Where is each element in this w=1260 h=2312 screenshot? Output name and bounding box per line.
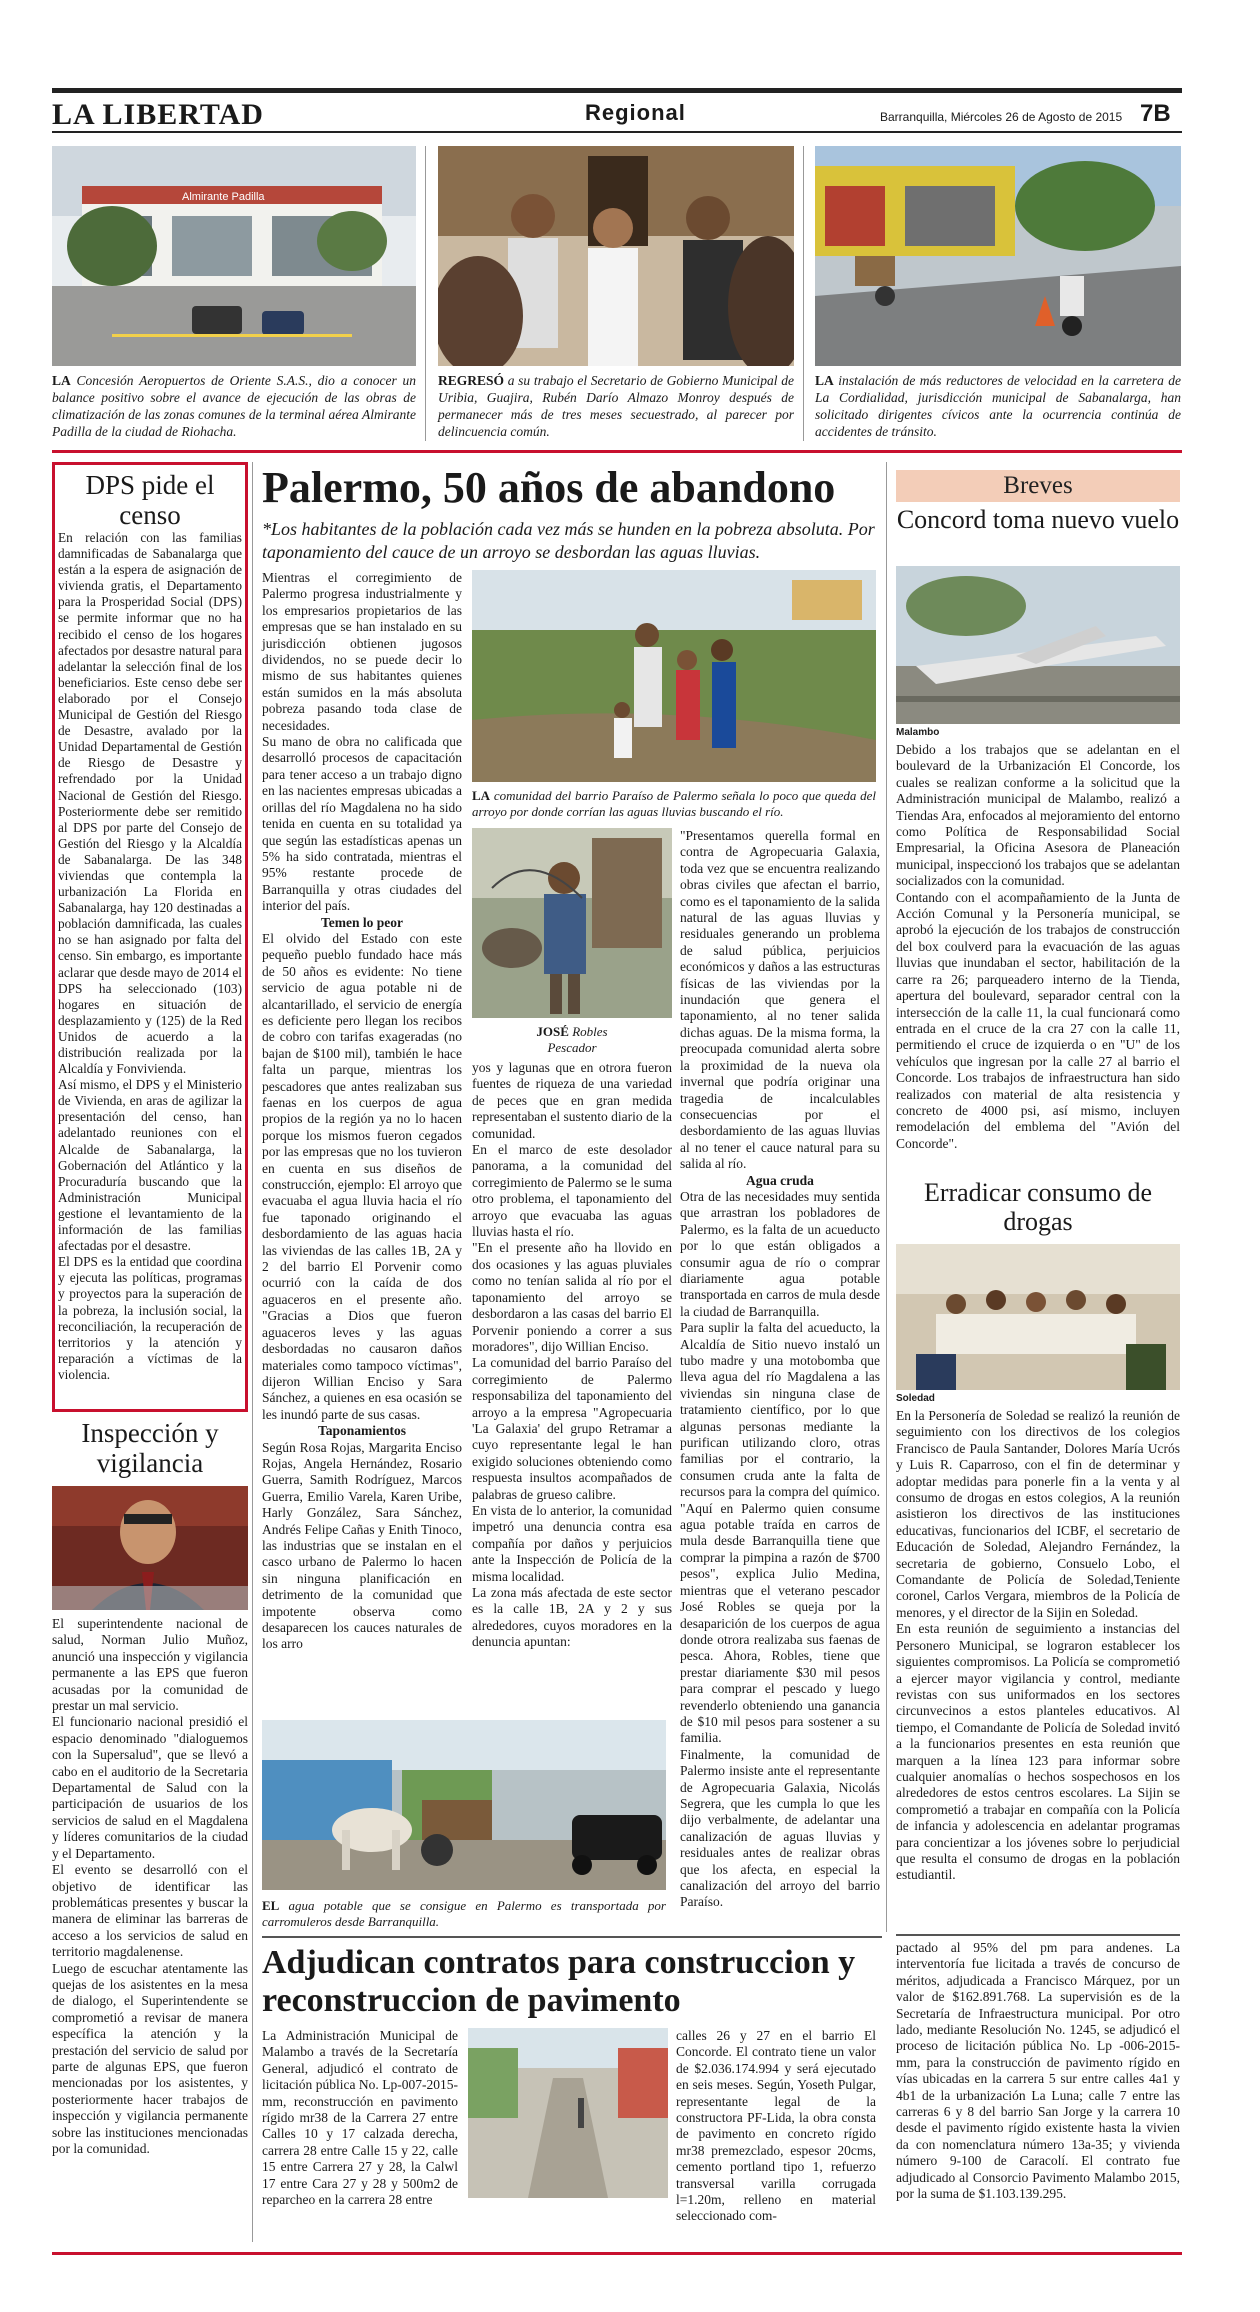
concord-title: Concord toma nuevo vuelo — [896, 505, 1180, 534]
carromuleros-caption — [262, 1898, 666, 1930]
adjudican-rule — [262, 1936, 882, 1938]
concord-paragraph: Debido a los trabajos que se adelantan en el boulevard de la Urbanización El Concorde, los cuales se realizan conforme a la solicitud que la Administración municipal de Malambo, realizó a Tiendas Ara, enfocados al mejoramiento del entorno como Política de Responsabilidad Social Empresarial, la Oficina Asesora de Planeación municipal, inspeccionó los trabajos que se adelantan socializados con la comunidad. — [896, 742, 1180, 889]
caption-lead: LA — [815, 373, 834, 388]
palermo-paragraph: "Presentamos querella formal en contra de Agropecuaria Galaxia, toda vez que se encuentra realizando obras civiles que afectan el barrio, como es el taponamiento de la salida natural de las aguas lluvias y residuales generando un problema de salud pública, perjuicios económicos y daños a las estructuras físicas de las viviendas por la inundación que genera el taponamiento, al no tener salida dichas aguas. De la misma forma, la preocupada comunidad alerta sobre la proximidad de la nueva ola invernal que podría originar una tragedia de incalculables consecuencias por el desbordamiento de las aguas lluvias al no tener el cauce natural para su salida al río. — [680, 828, 880, 1172]
adjudican-col1: La Administración Municipal de Malambo a través de la Secretaría General, adjudicó el contrato de licitación pública No. Lp-007-2015-mm, reconstrucción en pavimento rígido mr38 de la Carrera 27 entre Calles 10 y 17 calzada derecha, carrera 28 entre Calle 15 y 22, calle 15 entre Carrera 27 y 28, la Calwl 17 entre Cara 27 y 28 y 500m2 de reparcheo en la carrera 28 entre — [262, 2028, 458, 2208]
column-divider — [425, 146, 426, 441]
palermo-paragraph: En el marco de este desolador panorama, a la comunidad del corregimiento de Palermo se le suma otro problema, el taponamiento del arroyo que evacuaba las aguas lluvias hasta el río. — [472, 1142, 672, 1240]
palermo-paragraph: Para suplir la falta del acueducto, la Alcaldía de Sitio nuevo instaló un tubo madre y una motobomba que lleva agua del río Magdalena a las viviendas sin ninguna clase de tratamiento científico, por lo que algunas personas mediante la purifican utilizando cloro, otras familias por el contrario, la consumen cruda ante la falta de recursos para la compra del químico. "Aquí en Palermo quien consume agua potable traída en carros de mula desde Barranquilla tiene que comprar la pimpina a razón de $700 pesos", explica Julio Medina, mientras que el veterano pescador José Robles se queja por la desaparición de los cuerpos de agua donde otrora realizaba sus faenas de pesca. Ahora, Robles, tiene que prestar diariamente $30 mil pesos para comprar el pescado y luego revenderlo obteniendo una ganancia de $10 mil pesos para sostener a su familia. — [680, 1320, 880, 1746]
caption-text: agua potable que se consigue en Palermo es transportada por carromuleros desde Barranquilla. — [262, 1898, 666, 1929]
adjudican-right-rule — [896, 1934, 1180, 1936]
palermo-headline: Palermo, 50 años de abandono — [262, 463, 836, 512]
caption-lead: EL — [262, 1898, 280, 1913]
jose-robles-credit — [472, 1024, 672, 1056]
inspeccion-body — [52, 1616, 248, 2157]
dps-body — [58, 530, 242, 1383]
bottom-red-rule — [52, 2252, 1182, 2255]
palermo-paragraph: Mientras el corregimiento de Palermo progresa industrialmente y los empresarios propietarios de las empresas que se han instalado en su jurisdicción obtienen jugosos dividendos, no se puede decir lo mismo de sus habitantes quienes están sumidos en la más absoluta pobreza pasando toda clase de necesidades. — [262, 570, 462, 733]
palermo-paragraph: La zona más afectada de este sector es la calle 1B, 2A y 2 y sus alrededores, cuyos moradores en la denuncia apuntan: — [472, 1585, 672, 1650]
caption-lead: REGRESÓ — [438, 373, 505, 388]
caption-text: a su trabajo el Secretario de Gobierno Municipal de Uribia, Guajira, Rubén Darío Almazo Monroy después de permanecer más de tres meses secuestrado, al parecer por delincuencia común. — [438, 373, 794, 439]
caption-lead: LA — [472, 788, 491, 803]
concord-paragraph: Contando con el acompañamiento de la Junta de Acción Comunal y la Personería municipal, se aprobó la ejecución de los trabajos de construcción del box coulverd para la evacuación de las aguas lluvias que inundaban el sector, habilitación de la carre ra 26; parqueadero interno de la Tienda, apertura del boulevard, separador central con la intersección de la calle 11, la cual funcionará como entrada en el cruce de la cra 27 con la calle 11, permitiendo el cruce de izquierda o en "U" de los vehículos que ingresan por la calle 27 al barrio el Concorde. Los trabajos de infraestructura han sido realizados con material de alta resistencia y concreto de 4000 psi, así mismo, incluyen remodelación del emblema del "Avión del Concorde". — [896, 889, 1180, 1151]
inspeccion-paragraph: El funcionario nacional presidió el espacio denominado "dialoguemos con la Supersalud", que se llevó a cabo en el auditorio de la Secretaria Departamental de Salud con la participación de usuarios de los servicios de salud en el Magdalena y líderes comunitarios de la ciudad y el Departamento. — [52, 1714, 248, 1861]
drogas-photo-label: Soledad — [896, 1393, 935, 1404]
caption-airport — [52, 372, 416, 440]
drogas-title: Erradicar consumo de drogas — [923, 1178, 1153, 1236]
dateline: Barranquilla, Miércoles 26 de Agosto de 2015 — [880, 110, 1123, 124]
airport-sign: Almirante Padilla — [182, 191, 265, 203]
adjudican-col3: pactado al 95% del pm para andenes. La interventoría fue licitada a través de concurso de méritos, adjudicada a Francisco Márquez, por un valor de $162.891.768. La supervisión es de la Secretaría de Infraestructura municipal. Por otro lado, mediante Resolución No. 1245, se adjudicó el proceso de licitación pública No. Lp -006-2015- mm, para la construcción de pavimento rígido en vías ubicadas en la carrera 5 sur entre calles 4a1 y 4b1 de la urbanización La Luna; calle 7 entre las carreras 6 y 8 del barrio San Jorge y la carrera 10 desde el pavimento rígido existente hasta la vivien da con nomenclatura número 13a-35; y vivienda número 9-100 de Caracolí. El contrato fue adjudicado al Consorcio Pavimento Malambo 2015, por la suma de $1.103.139.295. — [896, 1940, 1180, 2202]
credit-role: Pescador — [547, 1040, 597, 1055]
subhead-temen: Temen lo peor — [321, 914, 403, 930]
caption-text: Concesión Aeropuertos de Oriente S.A.S., dio a conocer un balance positivo sobre el avance de ejecución de las obras de climatización de las zonas comunes de la terminal aérea Almirante Padilla de la ciudad de Riohacha. — [52, 373, 416, 439]
dps-title: DPS pide el censo — [85, 470, 215, 530]
palermo-col1 — [262, 570, 462, 1653]
subhead-taponamientos: Taponamientos — [317, 1423, 407, 1439]
arroyo-photo — [472, 570, 876, 782]
column-divider — [803, 146, 804, 441]
palermo-paragraph: En vista de lo anterior, la comunidad impetró una denuncia contra esa compañía por daños y perjuicios ante la Inspección de Policía de la misma localidad. — [472, 1502, 672, 1584]
caption-secretary — [438, 372, 794, 440]
jose-robles-photo — [472, 828, 672, 1018]
palermo-paragraph: El olvido del Estado con este pequeño pueblo fundado hace más de 50 años es evidente: No tiene servicio de agua potable ni de alcantarillado, el servicio de energía es deficiente pero llegan los recibos de cobro con tarifas exageradas (no bajan de $100 mil), también le hace falta un parque, mientras los pescadores que antes realizaban sus faenas en los cuerpos de agua propios de la región ya no lo hacen porque los mismos fueron cegados por las empresas que no los tuvieron en cuenta en sus diseños de construcción, ejemplo: El arroyo que evacuaba el agua lluvia hacia el río fue taponado originando el desbordamiento de las aguas hacia las viviendas de las calles 1B, 2A y 2 del barrio El Porvenir como ocurrió con la caída de dos aguaceros en el presente año. "Gracias a Dios que fueron aguaceros leves y las aguas desbordadas no causaron daños materiales como tampoco víctimas", dijeron Willian Enciso y Sara Sánchez, a quienes en esa ocasión se les inundó parte de sus casas. — [262, 930, 462, 1422]
palermo-paragraph: Finalmente, la comunidad de Palermo insiste ante el representante de Agropecuaria Galaxia, Nicolás Segrera, que les cumpla lo que les dijo verbalmente, de adelantar una canalización de aguas lluvias y residuales antes de realizar obras que los afecta, en especial la canalización del arroyo del barrio Paraíso. — [680, 1746, 880, 1910]
palermo-col2 — [472, 1060, 672, 1651]
drogas-body — [896, 1408, 1180, 1884]
credit-surname: Robles — [572, 1024, 608, 1039]
page-number: 7B — [1140, 100, 1171, 127]
concord-body — [896, 742, 1180, 1152]
palermo-paragraph: Otra de las necesidades muy sentida que arrastran los pobladores de Palermo, es la falta de un acueducto por lo que están obligados a consumir agua de río o comprar diariamente agua potable transportada en carros de mula desde la ciudad de Barranquilla. — [680, 1188, 880, 1319]
caption-road — [815, 372, 1181, 440]
palermo-paragraph: yos y lagunas que en otrora fueron fuentes de riqueza de una variedad de peces que en gran medida representaban el sustento diario de la comunidad. — [472, 1060, 672, 1141]
inspeccion-paragraph: El superintendente nacional de salud, Norman Julio Muñoz, anunció una inspección y vigilancia permanente a las EPS que fueron acusadas por la comunidad de prestar un mal servicio. — [52, 1616, 248, 1714]
palermo-paragraph: Su mano de obra no calificada que desarrolló procesos de capacitación para tener acceso a un trabajo digno en las nacientes empresas ubicadas a orillas del río Magdalena no ha sido tenida en cuenta en su totalidad ya que según las estadísticas apenas un 5% ha sido contratada, mientras el 95% restante procede de Barranquilla y otras ciudades del interior del país. — [262, 734, 462, 914]
adjudican-headline: Adjudican contratos para construccion y reconstruccion de pavimento — [262, 1944, 856, 2019]
adjudican-col2: calles 26 y 27 en el barrio El Concorde. El contrato tiene un valor de $2.036.174.994 y será ejecutado en seis meses. Según, Yoseth Pulgar, representante legal de la constructora PF-Lida, la obra consta de pavimento en concreto rígido mr38 premezclado, espesor 20cms, cemento portland tipo 1, refuerzo transversal varilla corrugada l=1.20m, relleno en material seleccionado com- — [676, 2028, 876, 2224]
arroyo-caption — [472, 788, 876, 820]
breves-bar: Breves — [896, 470, 1180, 502]
secretary-photo — [438, 146, 794, 366]
section-divider-red — [52, 450, 1182, 453]
drogas-photo — [896, 1244, 1180, 1390]
dps-paragraph: En relación con las familias damnificadas de Sabanalarga que están a la espera de asignación de vivienda gratis, el Departamento para la Prosperidad Social (DPS) se permite informar que no ha recibido el censo de los hogares afectados por desastre natural para adelantar la selección final de los beneficiarios. Este censo debe ser elaborado por el Consejo Municipal de Gestión del Riesgo de Desastre, avalado por la Unidad Departamental de Gestión de Riesgo de Desastre y refrendado por la Unidad Nacional de Gestión del Riesgo. Posteriormente debe ser remitido al DPS por parte del Consejo de Gestión del Riesgo y la Alcaldía de Sabanalarga. De las 348 viviendas que contempla la urbanización La Florida en Sabanalarga, hay 120 destinadas a población damnificada, las cuales no se han asignado por falta del censo. Sin embargo, es importante aclarar que desde mayo de 2014 el DPS ha seleccionado (103) hogares en situación de desplazamiento y (125) de la Red Unidos de acuerdo a la distribución realizada por la Alcaldía y Fonvivienda. — [58, 530, 242, 1077]
column-divider — [252, 462, 253, 2242]
concord-photo — [896, 566, 1180, 724]
caption-text: instalación de más reductores de velocidad en la carretera de La Cordialidad, jurisdicción municipal de Sabanalarga, han solicitado dirigentes cívicos ante la ocurrencia continúa de accidentes de tránsito. — [815, 373, 1182, 439]
caption-lead: LA — [52, 373, 71, 388]
top-rule — [52, 88, 1182, 93]
palermo-paragraph: "En el presente año ha llovido en dos ocasiones y las aguas pluviales como no tenían salida al río por el taponamiento del arroyo se desbordaron a las casas del barrio El Porvenir poniendo a correr a sus moradores", dijo Willian Enciso. — [472, 1240, 672, 1354]
superintendent-photo — [52, 1486, 248, 1610]
caption-text: comunidad del barrio Paraíso de Palermo señala lo poco que queda del arroyo por donde corrían las aguas lluvias buscando el río. — [472, 788, 877, 819]
palermo-deck: *Los habitantes de la población cada vez más se hunden en la pobreza absoluta. Por taponamiento del cauce de un arroyo se desbordan las aguas lluvias. — [262, 519, 875, 562]
dps-paragraph: Así mismo, el DPS y el Ministerio de Vivienda, en aras de agilizar la presentación del censo, han adelantado reuniones con el Alcalde de Sabanalarga, la Gobernación del Atlántico y la Procuraduría buscando que la Administración Municipal gestione el levantamiento de la información de las familias afectadas por el desastre. — [58, 1077, 242, 1254]
palermo-paragraph: Según Rosa Rojas, Margarita Enciso Rojas, Angela Hernández, Rosario Guerra, Samith Rodríguez, Marcos Guerra, Emilio Varela, Karen Uribe, Harly González, Sara Sánchez, Andrés Felipe Cañas y Enith Tinoco, las industrias que se instalan en el casco urbano de Palermo lo hacen sin ninguna planificación en detrimento de la comunidad que impotente observa como desaparecen los cauces naturales de los arro — [262, 1439, 462, 1652]
section-name: Regional — [585, 100, 686, 125]
inspeccion-paragraph: El evento se desarrolló con el objetivo de identificar las problemáticas presentes y buscar la manera de eliminar las barreras de acceso a los servicios de salud en territorio magdalenense. — [52, 1862, 248, 1960]
airport-photo — [52, 146, 416, 366]
road-photo — [815, 146, 1181, 366]
credit-name: JOSÉ — [536, 1024, 569, 1039]
dps-paragraph: El DPS es la entidad que coordina y ejecuta las políticas, programas y proyectos para la superación de la pobreza, la inclusión social, la reconciliación, la recuperación de territorios y la atención y reparación a víctimas de la violencia. — [58, 1254, 242, 1382]
carromuleros-photo — [262, 1720, 666, 1890]
drogas-paragraph: En esta reunión de seguimiento a instancias del Personero Municipal, se lograron establecer los siguientes compromisos. La Policía se comprometió a ejercer mayor vigilancia y control, mediante revistas con sus uniformados en los sectores circunvecinos a estos planteles educativos. Al tiempo, el Comandante de Policía de Soledad invitó a la funcionarios presentes en esta reunión que marquen a la línea 123 para informar sobre cualquier anomalías o hechos sospechosos en los alrededores de estos centros escolares. La Sijin se comprometió a trabajar en compañía con la Policía de infancia y adolescencia en adelantar programas para concientizar a los jóvenes sobre lo perjudicial que resulta el consumo de drogas en la población estudiantil. — [896, 1621, 1180, 1883]
pavement-photo — [468, 2028, 668, 2198]
drogas-paragraph: En la Personería de Soledad se realizó la reunión de seguimiento con los directivos de los colegios Francisco de Paula Santander, Dolores María Ucrós y Luis R. Caparroso, con el fin de determinar y adoptar medidas para ponerle fin a la venta y al consumo de drogas en estos colegios, A la reunión asistieron los directivos de las instituciones educativas, funcionarios del ICBF, el secretario de Educación de Soledad, Alejandro Fernández, la secretaria de gobierno, Consuelo Lobo, el Comandante de Policía de Soledad,Teniente coronel, Carlos Vergara, miembros de la Policía de menores, y el director de la Sijin en Soledad. — [896, 1408, 1180, 1620]
column-divider — [886, 462, 887, 1932]
inspeccion-title: Inspección y vigilancia — [81, 1418, 219, 1478]
newspaper-name: LA LIBERTAD — [52, 98, 264, 131]
inspeccion-paragraph: Luego de escuchar atentamente las quejas de los asistentes en la mesa de dialogo, el Superintendente se comprometió a revisar de manera específica la atención y la prestación del servicio de salud por parte de algunas EPS, que fueron mencionadas por los asistentes, y posteriormente hacer trabajos de inspección y vigilancia permanente sobre las instituciones mencionadas por la comunidad. — [52, 1960, 248, 2156]
subhead-agua-cruda: Agua cruda — [746, 1172, 814, 1188]
masthead-rule — [52, 131, 1182, 133]
concord-photo-label: Malambo — [896, 727, 940, 738]
palermo-paragraph: La comunidad del barrio Paraíso del corregimiento de Palermo responsabiliza del taponamiento del arroyo a la empresa "Agropecuaria 'La Galaxia' del grupo Retramar a cuyo representante legal le han exigido soluciones obteniendo como respuesta insultos acompañados de palabras de grueso calibre. — [472, 1355, 672, 1502]
palermo-col3 — [680, 828, 880, 1911]
